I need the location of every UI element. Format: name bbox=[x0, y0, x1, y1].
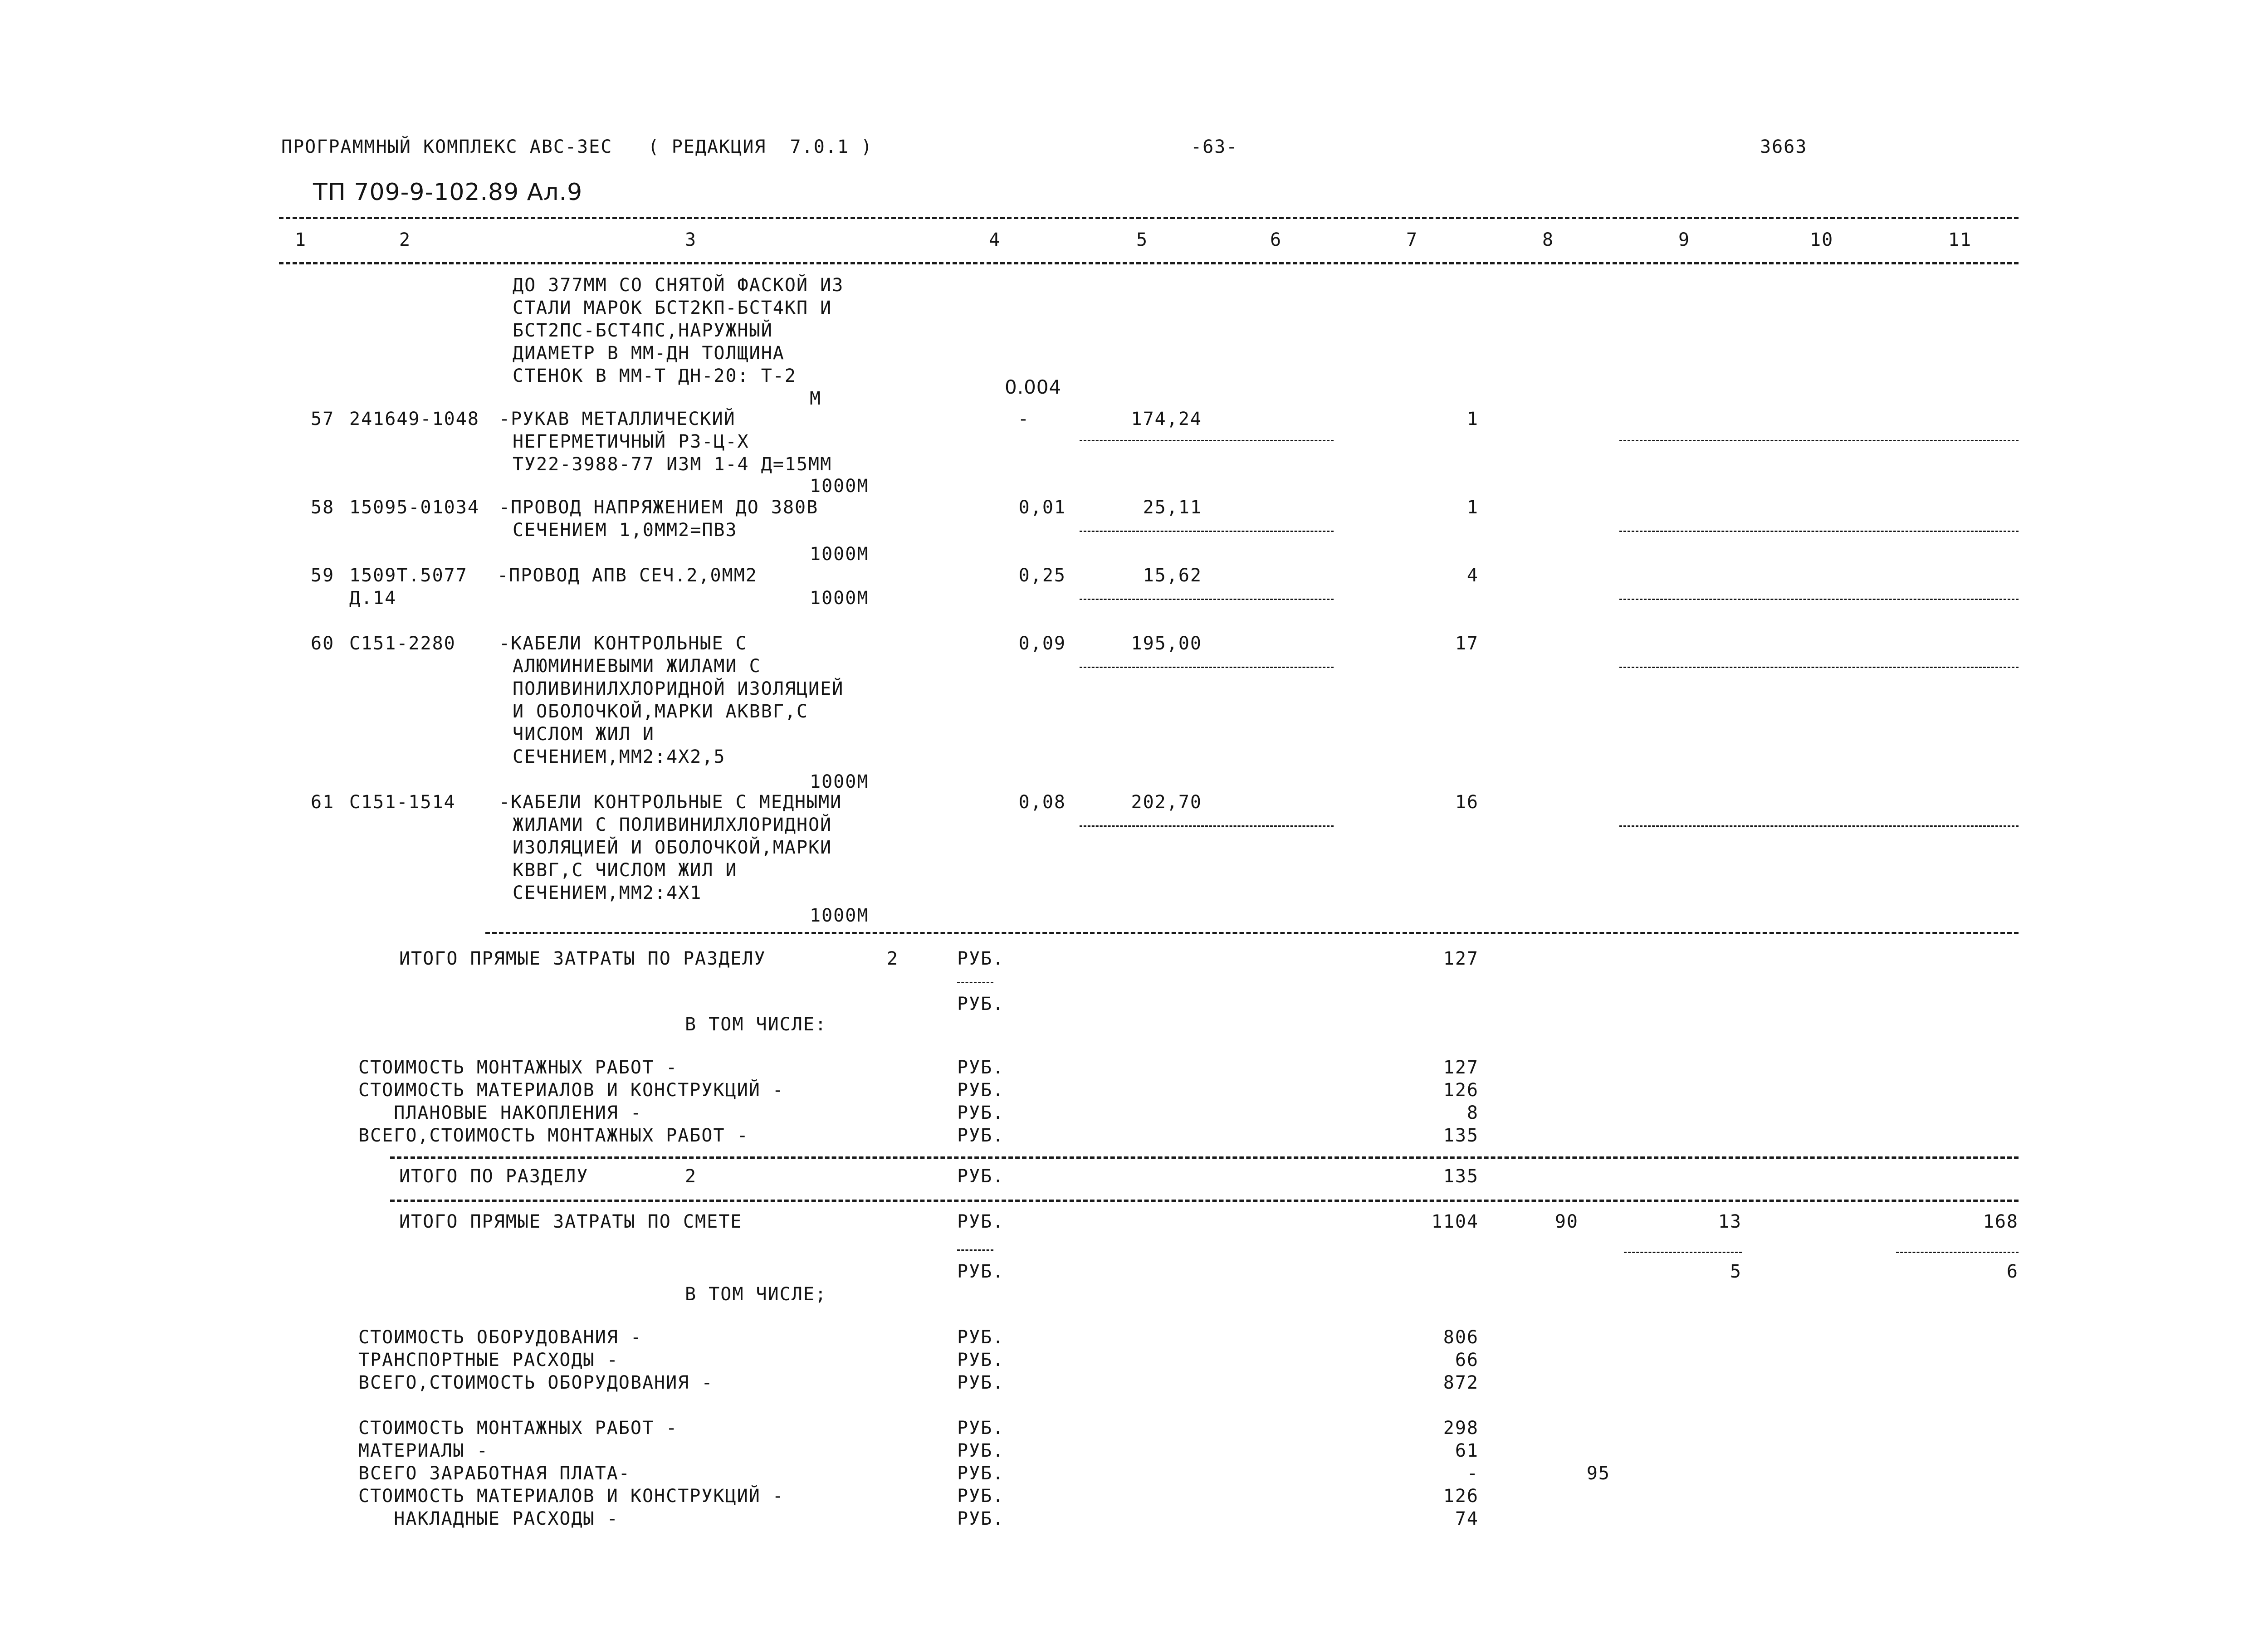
col-1: 1 bbox=[295, 229, 307, 250]
section-total-label: ИТОГО ПРЯМЫЕ ЗАТРАТЫ ПО РАЗДЕЛУ bbox=[399, 948, 766, 969]
row-number: 59 bbox=[311, 565, 335, 586]
line-value: 66 bbox=[1455, 1350, 1479, 1371]
row-col4: 0,08 bbox=[1018, 792, 1066, 813]
line-label: ТРАНСПОРТНЫЕ РАСХОДЫ - bbox=[358, 1350, 619, 1371]
row-col5: 15,62 bbox=[1143, 565, 1202, 586]
line-label: НАКЛАДНЫЕ РАСХОДЫ - bbox=[358, 1508, 619, 1529]
in-that-number-heading: В ТОМ ЧИСЛЕ; bbox=[685, 1284, 827, 1305]
handwritten-note: 0.004 bbox=[1005, 376, 1062, 398]
sub-rule bbox=[1080, 825, 1334, 827]
section-total-unit-2: РУБ. bbox=[957, 994, 1005, 1015]
row-desc: ЧИСЛОМ ЖИЛ И bbox=[513, 724, 655, 745]
sub-rule bbox=[957, 1249, 993, 1251]
line-label: СТОИМОСТЬ МАТЕРИАЛОВ И КОНСТРУКЦИЙ - bbox=[358, 1486, 784, 1507]
line-value: 61 bbox=[1455, 1440, 1479, 1461]
row-unit: 1000М bbox=[810, 476, 869, 497]
in-that-number-heading: В ТОМ ЧИСЛЕ: bbox=[685, 1014, 827, 1035]
row-number: 60 bbox=[311, 633, 335, 654]
line-value: - bbox=[1466, 1463, 1479, 1484]
row-code: 241649-1048 bbox=[349, 409, 479, 429]
col-7: 7 bbox=[1406, 229, 1418, 250]
line-unit: РУБ. bbox=[957, 1350, 1005, 1371]
handwritten-project-code: ТП 709-9-102.89 Ал.9 bbox=[313, 179, 583, 206]
row-col4: - bbox=[1017, 409, 1030, 429]
line-unit: РУБ. bbox=[957, 1102, 1005, 1123]
row-unit: 1000М bbox=[810, 771, 869, 792]
line-label: ВСЕГО,СТОИМОСТЬ МОНТАЖНЫХ РАБОТ - bbox=[358, 1125, 749, 1146]
row-code: С151-2280 bbox=[349, 633, 456, 654]
line-value: 74 bbox=[1455, 1508, 1479, 1529]
col-3: 3 bbox=[685, 229, 697, 250]
row-desc: АЛЮМИНИЕВЫМИ ЖИЛАМИ С bbox=[513, 656, 761, 677]
row-number: 61 bbox=[311, 792, 335, 813]
estimate-total-label: ИТОГО ПРЯМЫЕ ЗАТРАТЫ ПО СМЕТЕ bbox=[399, 1211, 743, 1232]
row-desc: -КАБЕЛИ КОНТРОЛЬНЫЕ С bbox=[499, 633, 748, 654]
col-10: 10 bbox=[1810, 229, 1834, 250]
page-number: -63- bbox=[1191, 137, 1238, 157]
row-desc: ЖИЛАМИ С ПОЛИВИНИЛХЛОРИДНОЙ bbox=[513, 815, 832, 835]
row-col4: 0,09 bbox=[1018, 633, 1066, 654]
estimate-total-unit-2: РУБ. bbox=[957, 1261, 1005, 1282]
sub-rule bbox=[1619, 440, 2019, 441]
row-code-suffix: Д.14 bbox=[349, 588, 397, 609]
row-desc: -РУКАВ МЕТАЛЛИЧЕСКИЙ bbox=[499, 409, 736, 429]
line-label: ВСЕГО,СТОИМОСТЬ ОБОРУДОВАНИЯ - bbox=[358, 1372, 714, 1393]
line-unit: РУБ. bbox=[957, 1327, 1005, 1348]
row-desc: БСТ2ПС-БСТ4ПС,НАРУЖНЫЙ bbox=[513, 320, 773, 341]
row-col4: 0,01 bbox=[1018, 497, 1066, 518]
col-5: 5 bbox=[1136, 229, 1149, 250]
row-code: С151-1514 bbox=[349, 792, 456, 813]
row-col7: 16 bbox=[1455, 792, 1479, 813]
program-title: ПРОГРАММНЫЙ КОМПЛЕКС АВС-3ЕС ( РЕДАКЦИЯ 7.0.1 ) bbox=[281, 137, 873, 157]
line-label: СТОИМОСТЬ ОБОРУДОВАНИЯ - bbox=[358, 1327, 642, 1348]
section-itogo-number: 2 bbox=[685, 1166, 697, 1187]
col-6: 6 bbox=[1270, 229, 1282, 250]
section-total-unit: РУБ. bbox=[957, 948, 1005, 969]
line-value: 806 bbox=[1443, 1327, 1479, 1348]
section-itogo-top-rule bbox=[390, 1156, 2019, 1159]
sub-rule bbox=[1624, 1252, 1742, 1253]
row-col7: 4 bbox=[1466, 565, 1479, 586]
line-unit: РУБ. bbox=[957, 1080, 1005, 1101]
row-desc: И ОБОЛОЧКОЙ,МАРКИ АКВВГ,С bbox=[513, 701, 809, 722]
row-desc: -ПРОВОД АПВ СЕЧ.2,0ММ2 bbox=[485, 565, 758, 586]
section-itogo-unit: РУБ. bbox=[957, 1166, 1005, 1187]
line-value: 872 bbox=[1443, 1372, 1479, 1393]
section-total-number: 2 bbox=[887, 948, 899, 969]
line-col8: 95 bbox=[1586, 1463, 1610, 1484]
row-code: 1509Т.5077 bbox=[349, 565, 468, 586]
row-col4: 0,25 bbox=[1018, 565, 1066, 586]
row-number: 57 bbox=[311, 409, 335, 429]
row-desc: ИЗОЛЯЦИЕЙ И ОБОЛОЧКОЙ,МАРКИ bbox=[513, 837, 832, 858]
col-2: 2 bbox=[399, 229, 411, 250]
line-label: СТОИМОСТЬ МОНТАЖНЫХ РАБОТ - bbox=[358, 1418, 678, 1439]
row-desc: СТЕНОК В ММ-Т ДН-20: Т-2 bbox=[513, 366, 797, 386]
line-value: 298 bbox=[1443, 1418, 1479, 1439]
col-4: 4 bbox=[989, 229, 1001, 250]
estimate-total-col11: 168 bbox=[1983, 1211, 2019, 1232]
row-unit: 1000М bbox=[810, 544, 869, 565]
section-rule bbox=[485, 932, 2019, 934]
row-col5: 202,70 bbox=[1131, 792, 1202, 813]
row-col7: 1 bbox=[1466, 497, 1479, 518]
estimate-total-col8: 90 bbox=[1554, 1211, 1579, 1232]
estimate-total-unit: РУБ. bbox=[957, 1211, 1005, 1232]
section-total-value: 127 bbox=[1443, 948, 1479, 969]
sub-rule bbox=[1080, 667, 1334, 668]
sub-rule bbox=[1619, 531, 2019, 532]
row-desc: СЕЧЕНИЕМ 1,0ММ2=ПВ3 bbox=[513, 520, 738, 541]
section-itogo-bottom-rule bbox=[390, 1200, 2019, 1202]
section-itogo-label: ИТОГО ПО РАЗДЕЛУ bbox=[399, 1166, 589, 1187]
row-desc: КВВГ,С ЧИСЛОМ ЖИЛ И bbox=[513, 860, 738, 881]
line-label: СТОИМОСТЬ МАТЕРИАЛОВ И КОНСТРУКЦИЙ - bbox=[358, 1080, 784, 1101]
col-9: 9 bbox=[1678, 229, 1691, 250]
line-unit: РУБ. bbox=[957, 1440, 1005, 1461]
estimate-total-col11-2: 6 bbox=[2006, 1261, 2019, 1282]
line-unit: РУБ. bbox=[957, 1125, 1005, 1146]
document-number: 3663 bbox=[1760, 137, 1808, 157]
row-desc: СЕЧЕНИЕМ,ММ2:4Х2,5 bbox=[513, 746, 726, 767]
row-desc: СТАЛИ МАРОК БСТ2КП-БСТ4КП И bbox=[513, 298, 832, 318]
sub-rule bbox=[1619, 825, 2019, 827]
line-label: СТОИМОСТЬ МОНТАЖНЫХ РАБОТ - bbox=[358, 1057, 678, 1078]
row-code: 15095-01034 bbox=[349, 497, 479, 518]
row-desc: ПОЛИВИНИЛХЛОРИДНОЙ ИЗОЛЯЦИЕЙ bbox=[513, 678, 844, 699]
line-unit: РУБ. bbox=[957, 1486, 1005, 1507]
section-itogo-value: 135 bbox=[1443, 1166, 1479, 1187]
sub-rule bbox=[1619, 599, 2019, 600]
row-number: 58 bbox=[311, 497, 335, 518]
line-unit: РУБ. bbox=[957, 1372, 1005, 1393]
row-col7: 17 bbox=[1455, 633, 1479, 654]
row-col5: 25,11 bbox=[1143, 497, 1202, 518]
row-col5: 195,00 bbox=[1131, 633, 1202, 654]
line-unit: РУБ. bbox=[957, 1463, 1005, 1484]
line-unit: РУБ. bbox=[957, 1418, 1005, 1439]
line-value: 135 bbox=[1443, 1125, 1479, 1146]
estimate-total-col9: 13 bbox=[1718, 1211, 1742, 1232]
row-desc: НЕГЕРМЕТИЧНЫЙ РЗ-Ц-Х bbox=[513, 431, 749, 452]
row-col7: 1 bbox=[1466, 409, 1479, 429]
line-value: 126 bbox=[1443, 1080, 1479, 1101]
row-desc: -КАБЕЛИ КОНТРОЛЬНЫЕ С МЕДНЫМИ bbox=[499, 792, 842, 813]
line-label: ПЛАНОВЫЕ НАКОПЛЕНИЯ - bbox=[358, 1102, 642, 1123]
sub-rule bbox=[1896, 1252, 2019, 1253]
line-label: ВСЕГО ЗАРАБОТНАЯ ПЛАТА- bbox=[358, 1463, 631, 1484]
row-desc: ТУ22-3988-77 ИЗМ 1-4 Д=15ММ bbox=[513, 454, 832, 475]
col-11: 11 bbox=[1948, 229, 1972, 250]
row-desc: ДО 377ММ СО СНЯТОЙ ФАСКОЙ ИЗ bbox=[513, 275, 844, 296]
sub-rule bbox=[1080, 531, 1334, 532]
estimate-total-col9-2: 5 bbox=[1730, 1261, 1742, 1282]
sub-rule bbox=[1080, 440, 1334, 441]
row-col5: 174,24 bbox=[1131, 409, 1202, 429]
line-value: 126 bbox=[1443, 1486, 1479, 1507]
line-label: МАТЕРИАЛЫ - bbox=[358, 1440, 489, 1461]
row-desc: ДИАМЕТР В ММ-ДН ТОЛЩИНА bbox=[513, 343, 785, 364]
col-8: 8 bbox=[1542, 229, 1554, 250]
row-unit: 1000М bbox=[810, 905, 869, 926]
estimate-total-col7: 1104 bbox=[1431, 1211, 1479, 1232]
sub-rule bbox=[957, 982, 993, 983]
row-unit: 1000М bbox=[810, 588, 869, 609]
table-top-rule bbox=[279, 217, 2019, 219]
line-value: 8 bbox=[1466, 1102, 1479, 1123]
sub-rule bbox=[1080, 599, 1334, 600]
row-unit: М bbox=[810, 388, 822, 409]
line-unit: РУБ. bbox=[957, 1057, 1005, 1078]
line-unit: РУБ. bbox=[957, 1508, 1005, 1529]
header-bottom-rule bbox=[279, 262, 2019, 264]
row-desc: -ПРОВОД НАПРЯЖЕНИЕМ ДО 380В bbox=[499, 497, 819, 518]
row-desc: СЕЧЕНИЕМ,ММ2:4Х1 bbox=[513, 883, 702, 903]
sub-rule bbox=[1619, 667, 2019, 668]
line-value: 127 bbox=[1443, 1057, 1479, 1078]
